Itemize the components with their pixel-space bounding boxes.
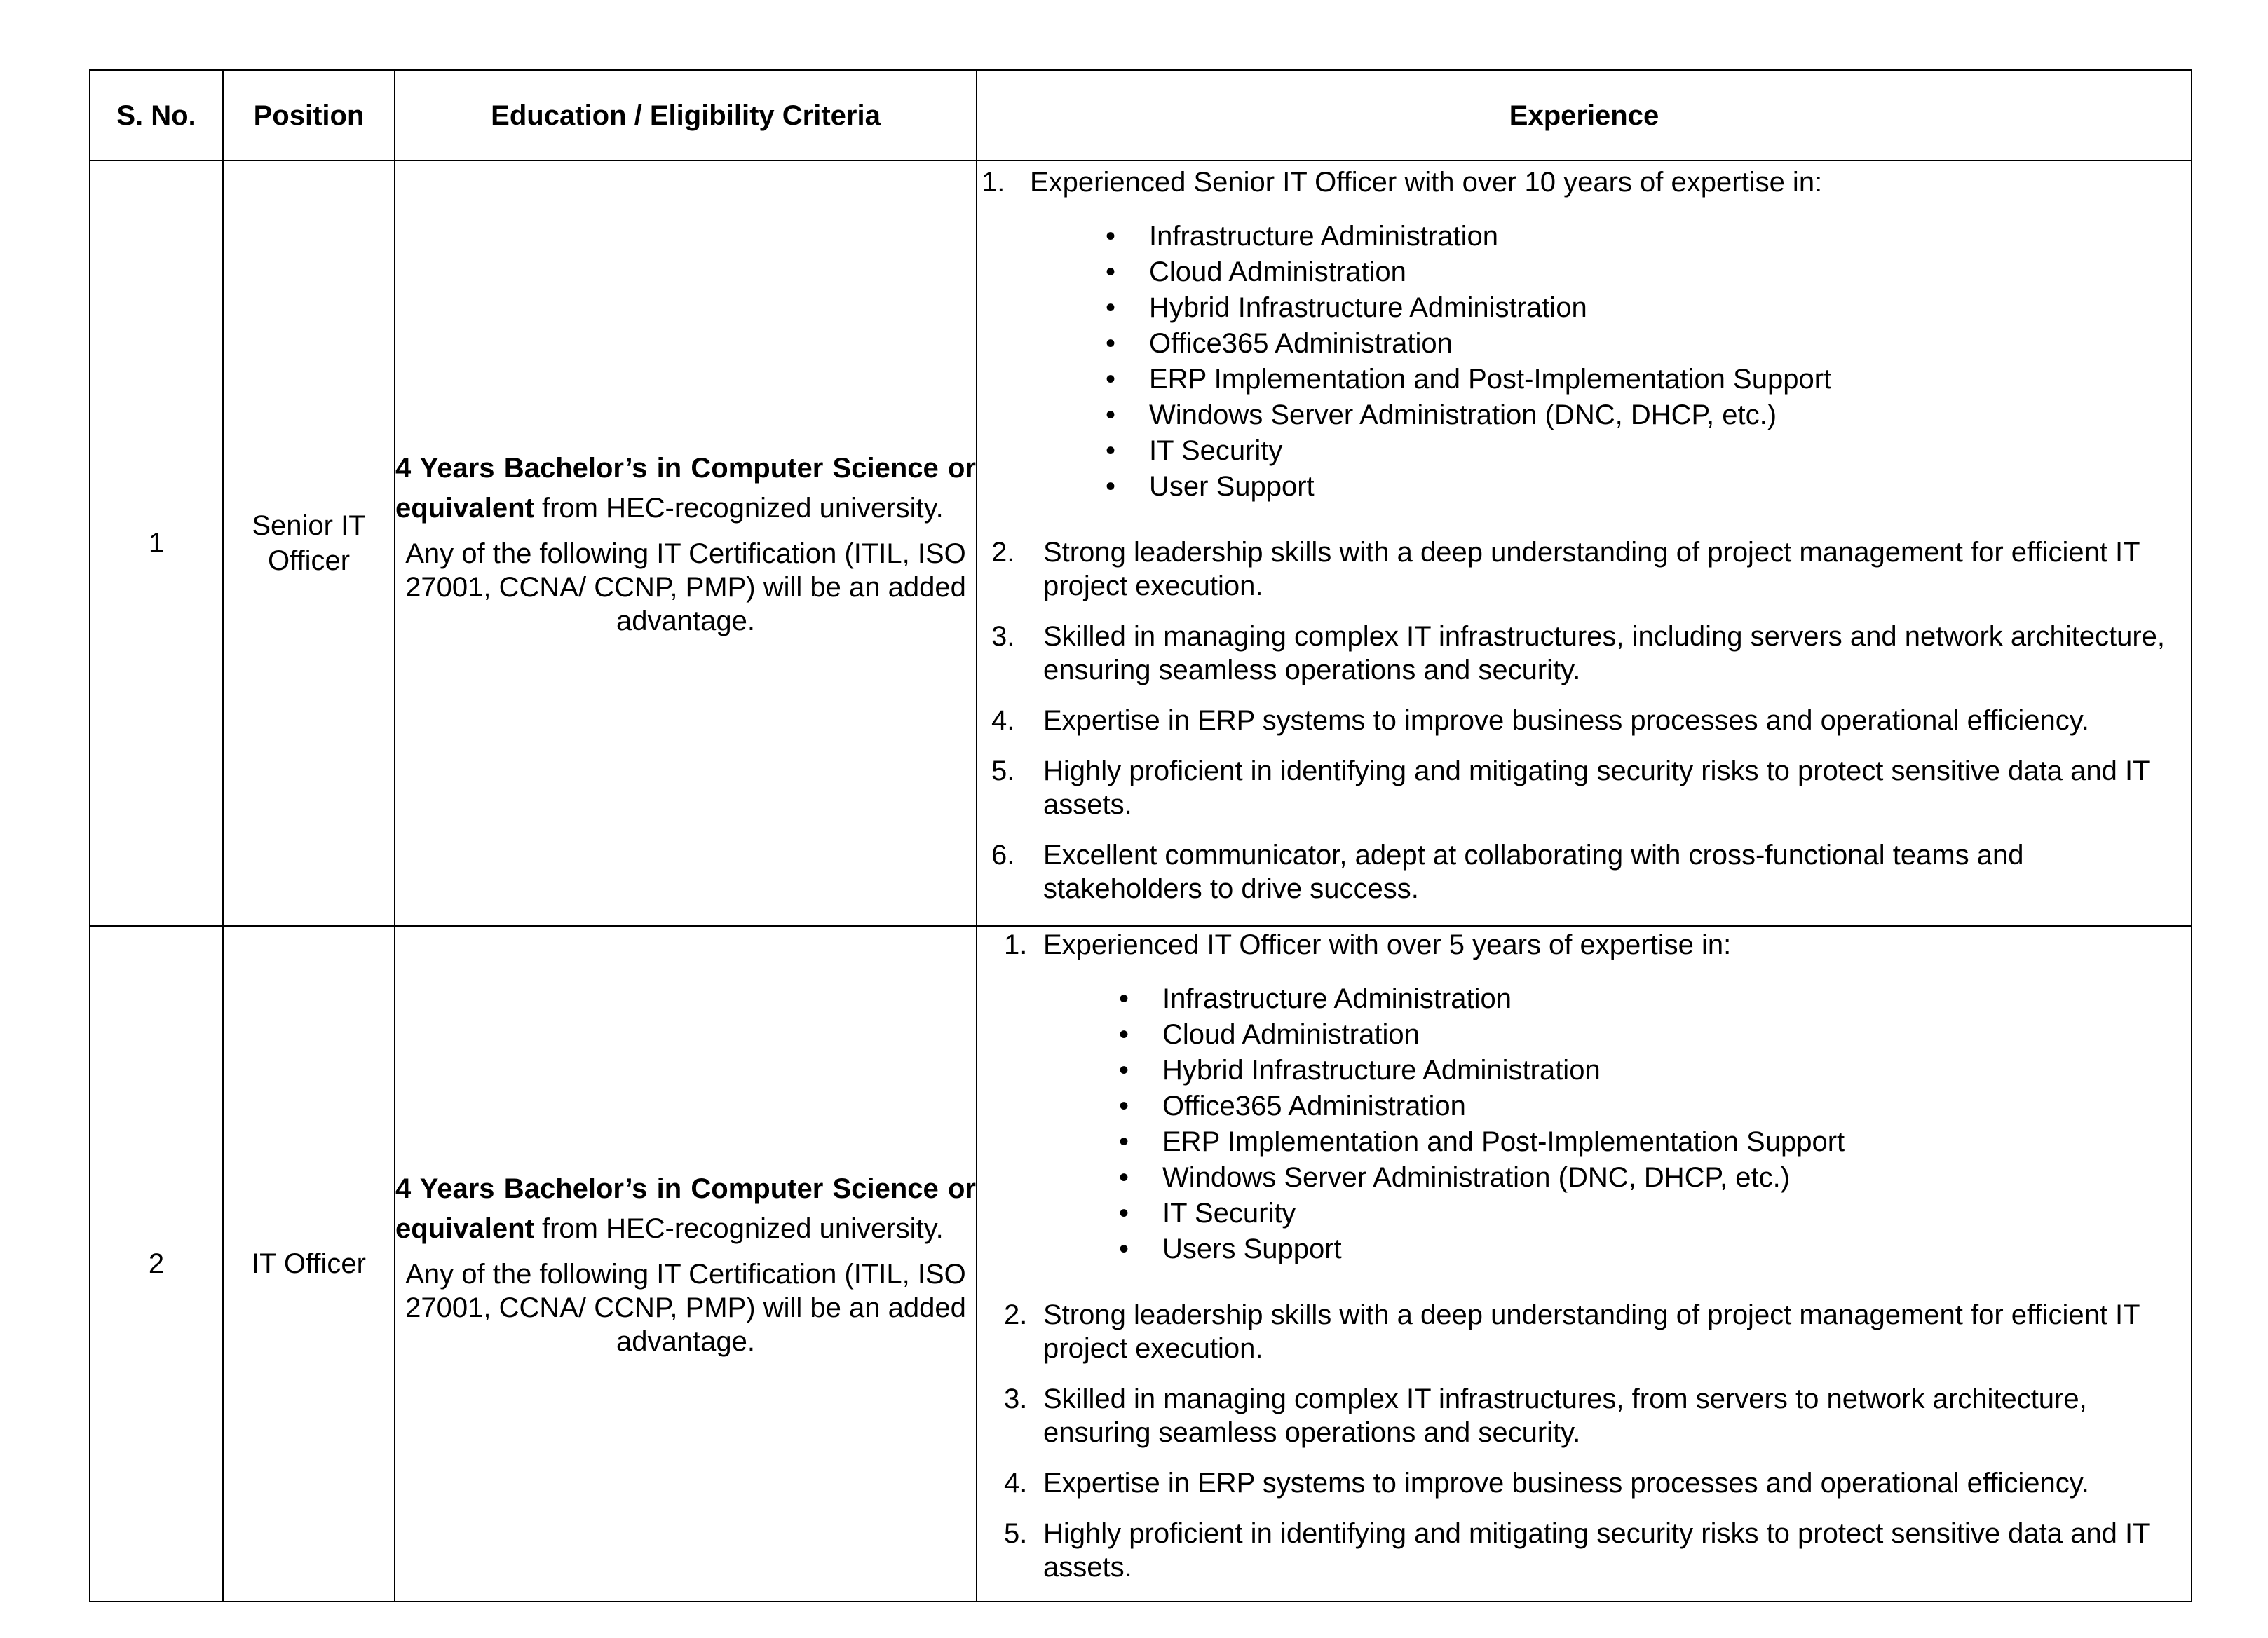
- experience-item: [977, 620, 2191, 687]
- item-text: Experienced IT Officer with over 5 years of expertise in:: [1043, 929, 1732, 960]
- education-degree: 4 Years Bachelor’s in Computer Science or equivalent: [395, 1173, 976, 1244]
- experience-item: [977, 535, 2191, 603]
- experience-item: [977, 1517, 2191, 1584]
- bullet-text: Infrastructure Administration: [1162, 983, 1512, 1014]
- item-text: Excellent communicator, adept at collaborating with cross-functional teams and stakeholders to drive success.: [1043, 840, 2024, 904]
- expertise-bullet: [1030, 469, 2177, 505]
- bullet-text: Hybrid Infrastructure Administration: [1162, 1055, 1601, 1086]
- bullet-icon: •: [1105, 471, 1115, 502]
- position-line: Officer: [267, 545, 351, 576]
- cell-experience: [977, 926, 2192, 1602]
- bullet-icon: •: [1105, 328, 1115, 359]
- table-row: [90, 161, 2192, 926]
- education-degree: 4 Years Bachelor’s in Computer Science or equivalent: [395, 453, 976, 524]
- experience-item: [977, 1382, 2191, 1449]
- bullet-icon: •: [1105, 435, 1115, 466]
- header-sno: S. No.: [90, 70, 223, 161]
- cell-sno: 2: [90, 926, 223, 1602]
- expertise-bullet-list: [1030, 219, 2177, 505]
- item-text: Strong leadership skills with a deep understanding of project management for efficient IT project execution.: [1043, 1299, 2140, 1364]
- cell-sno: 1: [90, 161, 223, 926]
- expertise-bullet: [1043, 1053, 2177, 1088]
- bullet-icon: •: [1105, 292, 1115, 323]
- expertise-bullet: [1043, 1017, 2177, 1053]
- cell-education: [395, 926, 977, 1602]
- cell-education: [395, 161, 977, 926]
- bullet-text: Windows Server Administration (DNC, DHCP, etc.): [1149, 400, 1777, 430]
- cell-position: [223, 926, 395, 1602]
- bullet-text: Cloud Administration: [1149, 257, 1406, 287]
- experience-list: [977, 164, 2191, 906]
- experience-item: [977, 838, 2191, 906]
- expertise-bullet: [1043, 1196, 2177, 1231]
- expertise-bullet: [1043, 1088, 2177, 1124]
- header-position: Position: [223, 70, 395, 161]
- bullet-text: Office365 Administration: [1162, 1091, 1466, 1121]
- bullet-icon: •: [1118, 1234, 1129, 1264]
- item-number: 3.: [991, 621, 1015, 652]
- item-text: Experienced Senior IT Officer with over 10 years of expertise in:: [1030, 167, 1823, 198]
- expertise-bullet: [1043, 981, 2177, 1017]
- experience-item: [977, 754, 2191, 821]
- bullet-icon: •: [1118, 1019, 1129, 1050]
- expertise-bullet: [1030, 397, 2177, 433]
- item-text: Strong leadership skills with a deep understanding of project management for efficient IT project execution.: [1043, 537, 2140, 601]
- bullet-icon: •: [1118, 1162, 1129, 1193]
- item-text: Expertise in ERP systems to improve business processes and operational efficiency.: [1043, 705, 2089, 736]
- expertise-bullet: [1043, 1231, 2177, 1267]
- experience-item: [977, 165, 2191, 505]
- bullet-icon: •: [1105, 257, 1115, 287]
- bullet-text: Cloud Administration: [1162, 1019, 1420, 1050]
- expertise-bullet: [1043, 1124, 2177, 1160]
- expertise-bullet: [1030, 326, 2177, 362]
- item-number: 5.: [991, 756, 1015, 786]
- bullet-text: Users Support: [1162, 1234, 1342, 1264]
- certification-note: Any of the following IT Certification (ITIL, ISO 27001, CCNA/ CCNP, PMP) will be an added advantage.: [405, 1259, 966, 1357]
- bullet-icon: •: [1105, 400, 1115, 430]
- experience-list: [977, 927, 2191, 1584]
- education-institution: from HEC-recognized university.: [534, 1213, 944, 1244]
- bullet-text: Hybrid Infrastructure Administration: [1149, 292, 1587, 323]
- bullet-text: ERP Implementation and Post-Implementation Support: [1162, 1126, 1845, 1157]
- item-number: 4.: [1004, 1468, 1028, 1499]
- item-text: Highly proficient in identifying and mitigating security risks to protect sensitive data and IT assets.: [1043, 1518, 2150, 1583]
- position-line: IT Officer: [251, 1248, 366, 1279]
- header-education: Education / Eligibility Criteria: [395, 70, 977, 161]
- item-number: 4.: [991, 705, 1015, 736]
- bullet-icon: •: [1118, 983, 1129, 1014]
- cell-position: [223, 161, 395, 926]
- expertise-bullet: [1030, 254, 2177, 290]
- position-line: Senior IT: [252, 510, 366, 541]
- item-number: 5.: [1004, 1518, 1028, 1549]
- item-text: Highly proficient in identifying and mitigating security risks to protect sensitive data and IT assets.: [1043, 756, 2150, 820]
- item-number: 1.: [1004, 929, 1028, 960]
- bullet-text: IT Security: [1162, 1198, 1296, 1229]
- item-number: 2.: [1004, 1299, 1028, 1330]
- item-number: 6.: [991, 840, 1015, 871]
- bullet-text: User Support: [1149, 471, 1315, 502]
- bullet-text: IT Security: [1149, 435, 1283, 466]
- expertise-bullet: [1030, 219, 2177, 254]
- bullet-text: Infrastructure Administration: [1149, 221, 1498, 252]
- bullet-text: ERP Implementation and Post-Implementation Support: [1149, 364, 1832, 395]
- table-row: [90, 926, 2192, 1602]
- item-text: Skilled in managing complex IT infrastructures, including servers and network architecture, ensuring seamless operations and security.: [1043, 621, 2165, 685]
- item-text: Skilled in managing complex IT infrastructures, from servers to network architecture, ensuring seamless operations and security.: [1043, 1384, 2087, 1448]
- bullet-icon: •: [1118, 1126, 1129, 1157]
- expertise-bullet: [1043, 1160, 2177, 1196]
- expertise-bullet: [1030, 362, 2177, 397]
- bullet-icon: •: [1105, 364, 1115, 395]
- expertise-bullet-list: [1043, 981, 2177, 1267]
- cell-experience: [977, 161, 2192, 926]
- education-institution: from HEC-recognized university.: [534, 493, 944, 524]
- item-number: 1.: [982, 167, 1005, 198]
- header-experience: Experience: [977, 70, 2192, 161]
- bullet-icon: •: [1118, 1198, 1129, 1229]
- experience-item: [977, 928, 2191, 1267]
- item-text: Expertise in ERP systems to improve business processes and operational efficiency.: [1043, 1468, 2089, 1499]
- expertise-bullet: [1030, 290, 2177, 326]
- education-requirement: [395, 1169, 976, 1249]
- bullet-text: Windows Server Administration (DNC, DHCP, etc.): [1162, 1162, 1791, 1193]
- experience-item: [977, 1298, 2191, 1365]
- expertise-bullet: [1030, 433, 2177, 469]
- positions-table: [89, 69, 2192, 1602]
- education-requirement: [395, 449, 976, 528]
- item-number: 3.: [1004, 1384, 1028, 1414]
- item-number: 2.: [991, 537, 1015, 568]
- bullet-text: Office365 Administration: [1149, 328, 1453, 359]
- bullet-icon: •: [1105, 221, 1115, 252]
- bullet-icon: •: [1118, 1055, 1129, 1086]
- experience-item: [977, 704, 2191, 737]
- certification-note: Any of the following IT Certification (ITIL, ISO 27001, CCNA/ CCNP, PMP) will be an added advantage.: [405, 538, 966, 636]
- experience-item: [977, 1466, 2191, 1500]
- table-header-row: [90, 70, 2192, 161]
- bullet-icon: •: [1118, 1091, 1129, 1121]
